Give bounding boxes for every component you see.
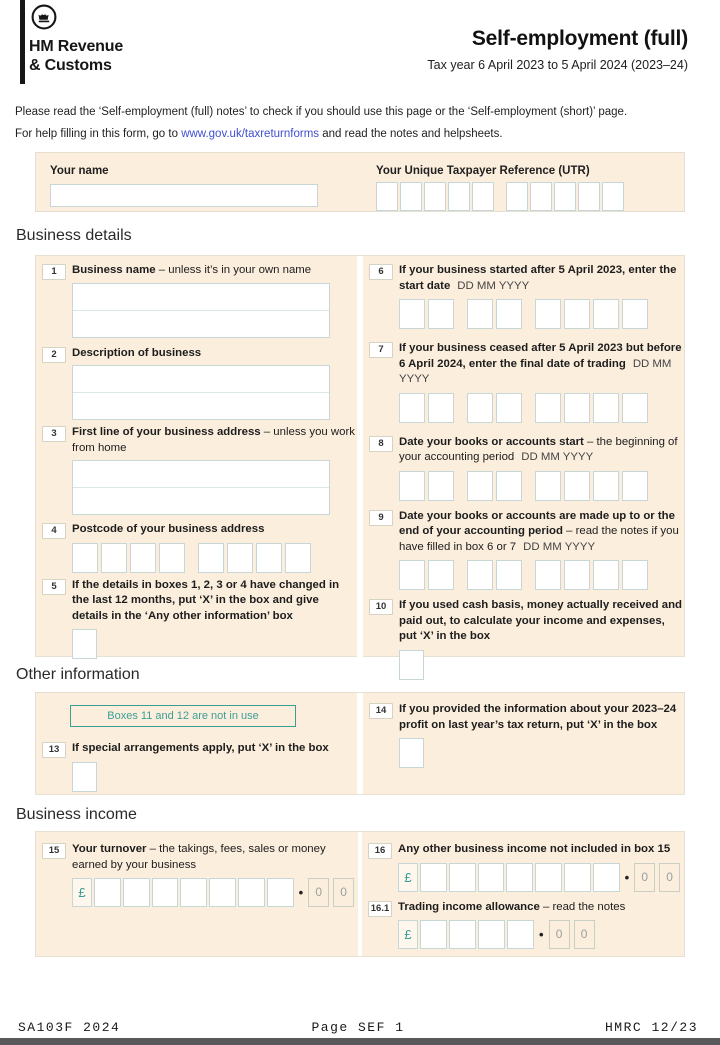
decimal-point: • <box>624 869 630 885</box>
pence-zero-cell: 0 <box>549 920 570 949</box>
box-3 <box>36 425 357 515</box>
box-13 <box>36 741 357 792</box>
date-cell[interactable] <box>593 471 619 501</box>
box-8 <box>363 435 684 501</box>
box-15-number: 15 <box>42 843 66 859</box>
date-cell[interactable] <box>428 393 454 423</box>
box-2-number: 2 <box>42 347 66 363</box>
box-8-label: Date your books or accounts start – the beginning of your accounting period DD MM YYYY <box>399 435 678 463</box>
box-13-label: If special arrangements apply, put ‘X’ in the box <box>72 742 329 754</box>
utr-digit-cell[interactable] <box>472 182 494 211</box>
decimal-point: • <box>539 927 544 942</box>
intro-notes <box>15 106 705 150</box>
intro-line2: For help filling in this form, go to www.gov.uk/taxreturnforms and read the notes and helpsheets. <box>15 128 503 140</box>
box-8-date-input <box>399 471 684 501</box>
box-10 <box>363 598 684 680</box>
box-1 <box>36 263 357 338</box>
box-6-date-input <box>399 299 684 329</box>
box-4-number: 4 <box>42 523 66 539</box>
box-13-checkbox[interactable] <box>72 762 97 792</box>
box-2-label: Description of business <box>72 346 202 359</box>
date-cell[interactable] <box>535 299 561 329</box>
date-cell[interactable] <box>622 560 648 590</box>
business-income-left-column <box>36 832 358 956</box>
business-income-right-column <box>362 832 684 956</box>
box-16-1 <box>362 900 684 950</box>
taxreturnforms-link[interactable]: www.gov.uk/taxreturnforms <box>181 128 320 140</box>
pence-zero-cell: 0 <box>333 878 354 907</box>
date-cell[interactable] <box>622 299 648 329</box>
box-16-1-amount-input <box>398 920 684 949</box>
date-cell[interactable] <box>467 560 493 590</box>
other-info-right-column <box>363 693 684 794</box>
your-name-input[interactable] <box>50 184 318 207</box>
box-9-label: Date your books or accounts are made up to or the end of your accounting period – read the notes if you have filled in box 6 or 7 DD MM YYYY <box>399 509 679 553</box>
hmrc-wordmark: HM Revenue & Customs <box>29 38 124 74</box>
amount-digit-cell[interactable] <box>449 863 476 892</box>
issue-reference: HMRC 12/23 <box>605 1020 699 1035</box>
date-cell[interactable] <box>535 560 561 590</box>
box-15-label: Your turnover – the takings, fees, sales or money earned by your business <box>72 843 326 871</box>
box-9-number: 9 <box>369 510 393 526</box>
box-1-label: Business name – unless it’s in your own name <box>72 264 312 276</box>
box-7-number: 7 <box>369 342 393 358</box>
date-cell[interactable] <box>535 471 561 501</box>
postcode-cell[interactable] <box>130 543 156 573</box>
business-income-panel <box>35 831 685 957</box>
box-8-number: 8 <box>369 436 393 452</box>
date-cell[interactable] <box>496 471 522 501</box>
decimal-point: • <box>298 885 304 900</box>
pound-sign: £ <box>398 920 418 949</box>
box-4-label: Postcode of your business address <box>72 523 265 535</box>
tax-year-subtitle: Tax year 6 April 2023 to 5 April 2024 (2023–24) <box>427 58 688 72</box>
identity-panel <box>35 152 685 212</box>
box-16-1-number: 16.1 <box>368 901 392 917</box>
date-cell[interactable] <box>428 471 454 501</box>
date-cell[interactable] <box>399 471 425 501</box>
box-9 <box>363 509 684 591</box>
date-cell[interactable] <box>399 560 425 590</box>
box-1-number: 1 <box>42 264 66 280</box>
utr-digit-cell[interactable] <box>376 182 398 211</box>
box-5-label: If the details in boxes 1, 2, 3 or 4 have changed in the last 12 months, put ‘X’ in the box and give details in the ‘Any other information’ box <box>72 578 340 622</box>
date-cell[interactable] <box>428 299 454 329</box>
utr-digit-cell[interactable] <box>424 182 446 211</box>
business-details-left-column <box>36 256 357 680</box>
box-6-label: If your business started after 5 April 2023, enter the start date DD MM YYYY <box>399 264 677 292</box>
pence-zero-cell: 0 <box>308 878 329 907</box>
date-cell[interactable] <box>467 393 493 423</box>
utr-digit-cell[interactable] <box>400 182 422 211</box>
box-16-1-label: Trading income allowance – read the notes <box>398 900 626 913</box>
boxes-11-12-notice: Boxes 11 and 12 are not in use <box>70 705 296 727</box>
box-14 <box>363 702 684 768</box>
box-16-amount-input <box>398 863 684 892</box>
box-3-label: First line of your business address – unless you work from home <box>72 426 355 454</box>
box-13-number: 13 <box>42 742 66 758</box>
date-cell[interactable] <box>593 560 619 590</box>
postcode-cell[interactable] <box>256 543 282 573</box>
utr-digit-cell[interactable] <box>448 182 470 211</box>
box-5 <box>36 578 357 660</box>
box-15-amount-input <box>72 878 358 907</box>
business-address-input[interactable] <box>72 460 330 515</box>
amount-digit-cell[interactable] <box>267 878 294 907</box>
business-description-input[interactable] <box>72 365 330 420</box>
pence-zero-cell: 0 <box>634 863 655 892</box>
other-information-panel <box>35 692 685 795</box>
date-cell[interactable] <box>496 560 522 590</box>
box-9-date-input <box>399 560 684 590</box>
box-15 <box>36 842 358 907</box>
box-4 <box>36 522 357 573</box>
postcode-cell[interactable] <box>72 543 98 573</box>
postcode-cell[interactable] <box>159 543 185 573</box>
amount-digit-cell[interactable] <box>449 920 476 949</box>
hmrc-crown-icon <box>29 3 59 38</box>
postcode-input <box>72 543 357 573</box>
date-cell[interactable] <box>564 471 590 501</box>
date-cell[interactable] <box>467 471 493 501</box>
pence-zero-cell: 0 <box>659 863 680 892</box>
amount-digit-cell[interactable] <box>478 863 505 892</box>
utr-digit-cell[interactable] <box>602 182 624 211</box>
postcode-cell[interactable] <box>285 543 311 573</box>
box-10-number: 10 <box>369 599 393 615</box>
amount-digit-cell[interactable] <box>420 863 447 892</box>
box-2 <box>36 346 357 421</box>
page-number: Page SEF 1 <box>311 1020 405 1035</box>
box-7-label: If your business ceased after 5 April 2023 but before 6 April 2024, enter the final date of trading DD MM YYYY <box>399 342 682 385</box>
date-cell[interactable] <box>622 471 648 501</box>
date-cell[interactable] <box>622 393 648 423</box>
amount-digit-cell[interactable] <box>420 920 447 949</box>
box-3-number: 3 <box>42 426 66 442</box>
utr-input <box>376 182 626 211</box>
your-name-label: Your name <box>50 165 109 177</box>
box-6 <box>363 263 684 329</box>
page-footer <box>18 1020 698 1035</box>
business-details-panel <box>35 255 685 657</box>
utr-label: Your Unique Taxpayer Reference (UTR) <box>376 165 590 177</box>
amount-digit-cell[interactable] <box>152 878 179 907</box>
box-5-checkbox[interactable] <box>72 629 97 659</box>
postcode-cell[interactable] <box>198 543 224 573</box>
amount-digit-cell[interactable] <box>209 878 236 907</box>
logo-divider-bar <box>20 0 25 84</box>
date-cell[interactable] <box>496 299 522 329</box>
date-cell[interactable] <box>593 299 619 329</box>
section-business-details: Business details <box>16 227 132 244</box>
box-16-label: Any other business income not included in box 15 <box>398 843 671 855</box>
amount-digit-cell[interactable] <box>123 878 150 907</box>
box-10-checkbox[interactable] <box>399 650 424 680</box>
postcode-cell[interactable] <box>227 543 253 573</box>
utr-digit-cell[interactable] <box>506 182 528 211</box>
section-business-income: Business income <box>16 806 137 823</box>
amount-digit-cell[interactable] <box>535 863 562 892</box>
amount-digit-cell[interactable] <box>94 878 121 907</box>
form-title: Self-employment (full) <box>471 27 688 50</box>
date-cell[interactable] <box>564 393 590 423</box>
date-cell[interactable] <box>564 560 590 590</box>
date-cell[interactable] <box>399 393 425 423</box>
date-cell[interactable] <box>593 393 619 423</box>
box-7-date-input <box>399 393 684 423</box>
amount-digit-cell[interactable] <box>180 878 207 907</box>
box-16 <box>362 842 684 892</box>
date-cell[interactable] <box>467 299 493 329</box>
utr-digit-cell[interactable] <box>554 182 576 211</box>
date-cell[interactable] <box>496 393 522 423</box>
pence-zero-cell: 0 <box>574 920 595 949</box>
amount-digit-cell[interactable] <box>238 878 265 907</box>
amount-digit-cell[interactable] <box>564 863 591 892</box>
date-cell[interactable] <box>535 393 561 423</box>
box-7 <box>363 341 684 423</box>
utr-digit-cell[interactable] <box>578 182 600 211</box>
amount-digit-cell[interactable] <box>507 920 534 949</box>
box-14-number: 14 <box>369 703 393 719</box>
amount-digit-cell[interactable] <box>593 863 620 892</box>
utr-digit-cell[interactable] <box>530 182 552 211</box>
form-reference: SA103F 2024 <box>18 1020 121 1035</box>
page-edge-bar <box>0 1038 720 1045</box>
box-14-checkbox[interactable] <box>399 738 424 768</box>
box-10-label: If you used cash basis, money actually received and paid out, to calculate your income and expenses, put ‘X’ in the box <box>399 599 682 642</box>
other-info-left-column <box>36 693 357 794</box>
box-14-label: If you provided the information about your 2023–24 profit on last year’s tax return, put ‘X’ in the box <box>399 703 677 731</box>
section-other-information: Other information <box>16 666 140 683</box>
box-5-number: 5 <box>42 579 66 595</box>
date-cell[interactable] <box>564 299 590 329</box>
amount-digit-cell[interactable] <box>506 863 533 892</box>
date-cell[interactable] <box>428 560 454 590</box>
pound-sign: £ <box>398 863 418 892</box>
box-16-number: 16 <box>368 843 392 859</box>
business-details-right-column <box>363 256 684 680</box>
box-6-number: 6 <box>369 264 393 280</box>
business-name-input[interactable] <box>72 283 330 338</box>
date-cell[interactable] <box>399 299 425 329</box>
pound-sign: £ <box>72 878 92 907</box>
postcode-cell[interactable] <box>101 543 127 573</box>
intro-line1: Please read the ‘Self-employment (full) notes’ to check if you should use this page or the ‘Self-employment (short)’ page. <box>15 106 628 118</box>
amount-digit-cell[interactable] <box>478 920 505 949</box>
